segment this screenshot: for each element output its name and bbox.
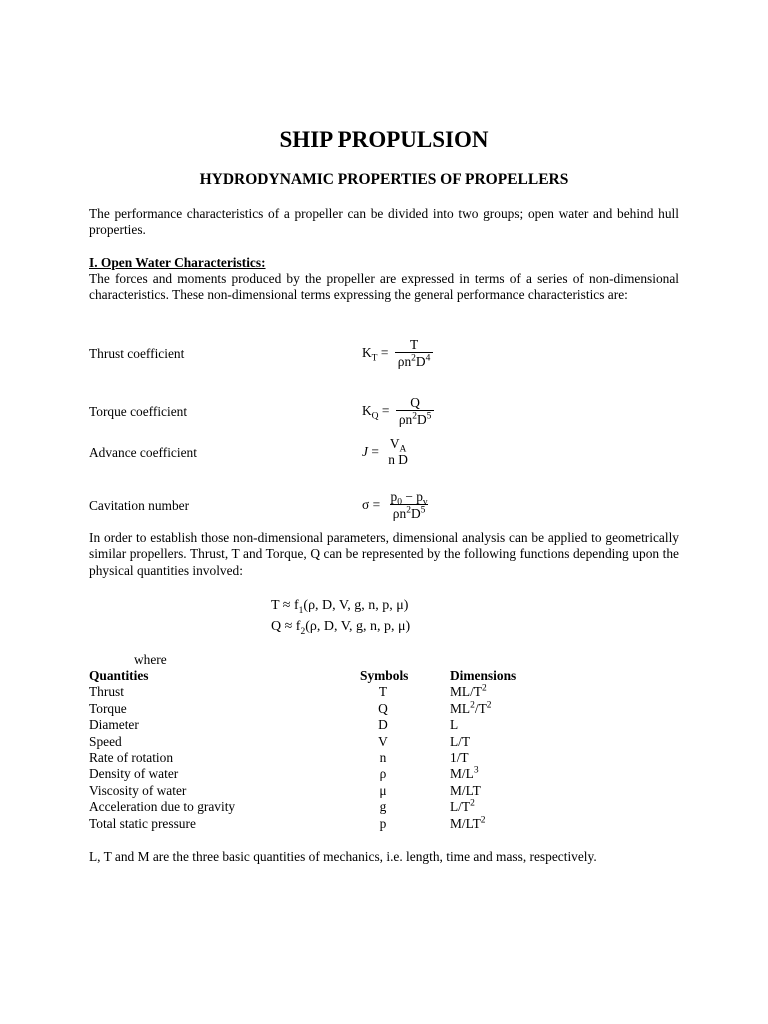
symbol-cell: D — [378, 717, 388, 733]
symbol-cell: g — [379, 799, 387, 815]
advance-coefficient-label: Advance coefficient — [89, 445, 197, 460]
thrust-coefficient-label: Thrust coefficient — [89, 346, 185, 361]
section-heading-open-water: I. Open Water Characteristics: — [89, 255, 266, 270]
symbol-cell: T — [378, 684, 388, 700]
cavitation-number-label: Cavitation number — [89, 498, 190, 513]
section-open-water-text: The forces and moments produced by the propeller are expressed in terms of a series of non-dimensional characteristics. These non-dimensional terms expressing the general performance characteristics are: — [89, 271, 679, 303]
table-header — [89, 668, 689, 684]
table-row — [89, 750, 689, 766]
quantity-cell: Viscosity of water — [89, 782, 187, 798]
dimension-cell: M/LT — [450, 782, 481, 798]
dimension-cell: $M/L^3$ — [450, 765, 479, 782]
symbol-cell: ρ — [379, 766, 387, 782]
quantity-cell: Speed — [89, 733, 122, 749]
page-title: SHIP PROPULSION — [279, 127, 489, 152]
cavitation-number-formula — [362, 489, 432, 522]
dimension-cell: $ML^2/T^2$ — [450, 700, 492, 716]
table-row — [89, 799, 689, 815]
header-symbols: Symbols — [360, 668, 409, 683]
table-row — [89, 701, 689, 717]
formula-lhs: $K_Q$ = — [362, 403, 390, 422]
table-row — [89, 816, 689, 832]
advance-coefficient-formula — [362, 436, 411, 468]
where-label: where — [134, 652, 167, 667]
table-row — [89, 766, 689, 782]
symbol-cell: μ — [379, 782, 387, 798]
symbol-cell: n — [379, 750, 387, 765]
quantity-cell: Thrust — [89, 684, 124, 700]
fraction: $\frac{p_0 - p_v}{\rho n^2D^5}$ — [390, 489, 428, 521]
table-row — [89, 734, 689, 750]
table-row — [89, 783, 689, 799]
quantity-cell: Diameter — [89, 717, 139, 733]
torque-coefficient-label: Torque coefficient — [89, 404, 188, 419]
dimension-cell: $L/T^2$ — [450, 798, 475, 815]
page-subtitle: HYDRODYNAMIC PROPERTIES OF PROPELLERS — [199, 171, 569, 188]
formula-lhs: J = — [362, 443, 379, 459]
fraction: $\frac{Q}{\rho n^2D^5}$ — [396, 395, 435, 428]
intro-paragraph: The performance characteristics of a propeller can be divided into two groups; open water and behind hull properties. — [89, 206, 679, 238]
table-row — [89, 717, 689, 733]
formula-lhs: σ = — [362, 497, 381, 513]
dimension-cell: L — [450, 717, 459, 733]
thrust-coefficient-formula — [362, 337, 433, 370]
dimensional-analysis-paragraph: In order to establish those non-dimensional parameters, dimensional analysis can be applied to geometrically similar propellers. Thrust, T and Torque, Q can be represented by the following functions depending upon the physical quantities involved: — [89, 530, 679, 578]
symbol-cell: p — [379, 815, 387, 831]
quantity-cell: Total static pressure — [89, 815, 196, 831]
quantity-cell: Acceleration due to gravity — [89, 799, 236, 815]
symbol-cell: Q — [378, 700, 388, 716]
dimension-cell: $M/LT^2$ — [450, 815, 486, 831]
fraction: $\frac{T}{\rho n^2D^4}$ — [395, 337, 434, 370]
quantity-cell: Torque — [89, 700, 127, 716]
fraction: $V_A$ n D — [388, 436, 408, 467]
quantity-cell: Rate of rotation — [89, 750, 174, 765]
symbol-cell: V — [378, 733, 388, 749]
quantity-cell: Density of water — [89, 766, 179, 782]
dimension-cell: L/T — [450, 733, 471, 749]
torque-coefficient-formula — [362, 395, 434, 428]
table-row — [89, 684, 689, 700]
closing-paragraph: L, T and M are the three basic quantities of mechanics, i.e. length, time and mass, respectively. — [89, 849, 597, 864]
dimension-cell: $ML/T^2$ — [450, 683, 487, 700]
formula-lhs: $K_T$ = — [362, 345, 389, 364]
dimension-cell: 1/T — [450, 750, 469, 765]
header-quantities: Quantities — [89, 668, 149, 683]
thrust-function: $T \approx f_1(\rho$, D, V, g, n, p, μ) — [271, 598, 409, 616]
torque-function: $Q \approx f_2(\rho$, D, V, g, n, p, μ) — [271, 619, 411, 637]
header-dimensions: Dimensions — [450, 668, 517, 683]
